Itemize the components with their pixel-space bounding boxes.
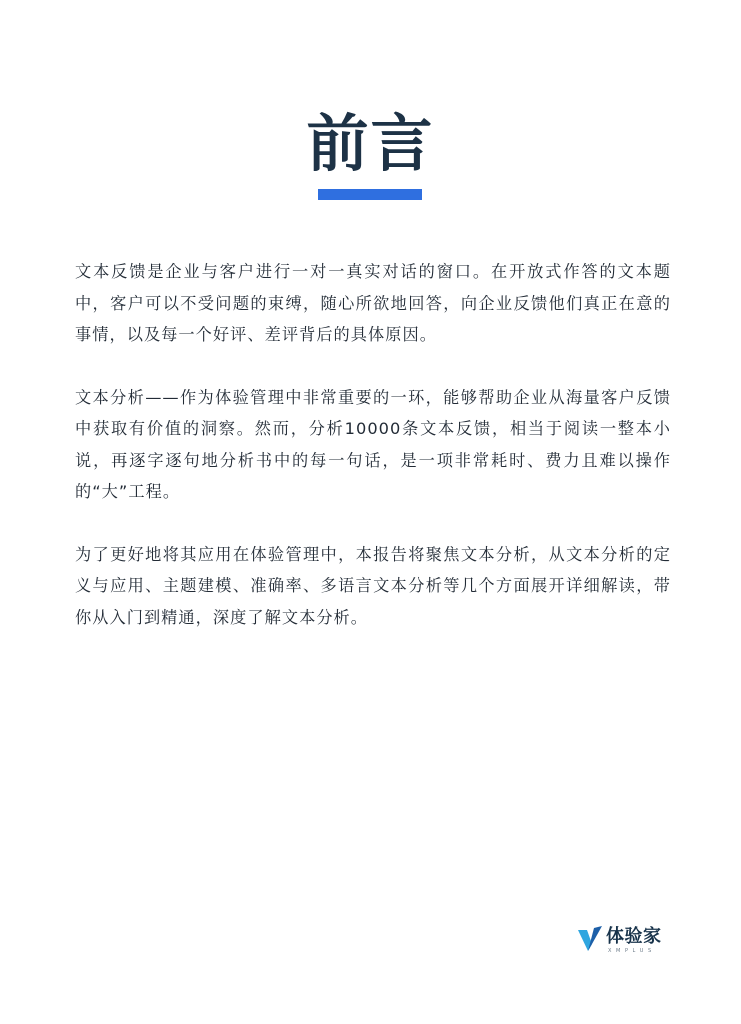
page-title: 前言 bbox=[306, 107, 435, 180]
paragraph-3: 为了更好地将其应用在体验管理中，本报告将聚焦文本分析，从文本分析的定义与应用、主题建模、准确率、多语言文本分析等几个方面展开详细解读，带你从入门到精通，深度了解文本分析。 bbox=[75, 544, 671, 627]
brand-logo bbox=[578, 926, 678, 956]
title-underline bbox=[318, 189, 422, 200]
bird-icon bbox=[578, 926, 602, 952]
body-content bbox=[75, 256, 671, 664]
paragraph-1: 文本反馈是企业与客户进行一对一真实对话的窗口。在开放式作答的文本题中，客户可以不受问题的束缚，随心所欲地回答，向企业反馈他们真正在意的事情，以及每一个好评、差评背后的具体原因。 bbox=[75, 262, 671, 344]
logo-name: 体验家 bbox=[606, 926, 662, 947]
logo-subtitle: XMPLUS bbox=[608, 948, 656, 954]
paragraph-2: 文本分析——作为体验管理中非常重要的一环，能够帮助企业从海量客户反馈中获取有价值的洞察。然而，分析10000条文本反馈，相当于阅读一整本小说，再逐字逐句地分析书中的每一句话，是一项非常耗时、费力且难以操作的“大”工程。 bbox=[75, 387, 671, 501]
